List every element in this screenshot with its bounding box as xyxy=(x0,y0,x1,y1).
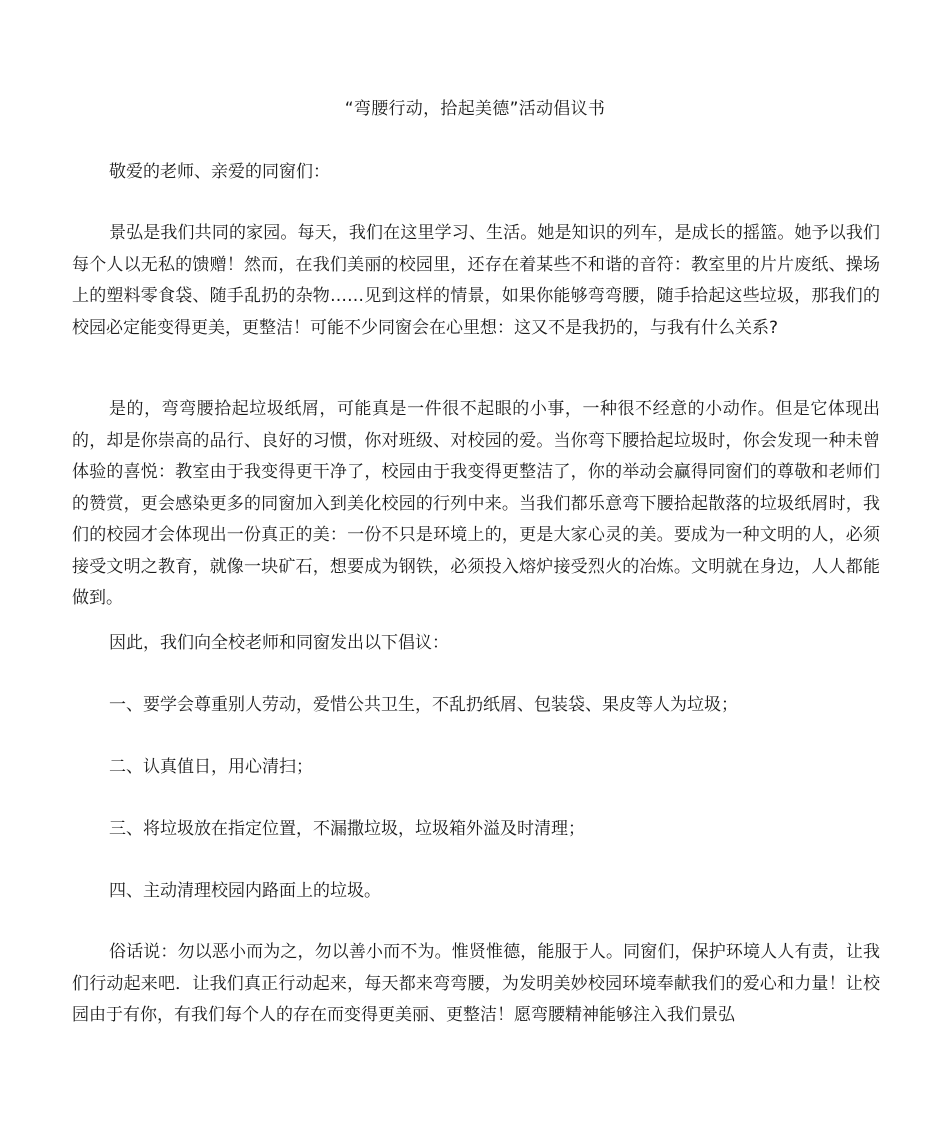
paragraph-body: 是的，弯弯腰拾起垃圾纸屑，可能真是一件很不起眼的小事，一种很不经意的小动作。但是它体现出的，却是你崇高的品行、良好的习惯，你对班级、对校园的爱。当你弯下腰拾起垃圾时，你会发现一种未曾体验的喜悦：教室由于我变得更干净了，校园由于我变得更整洁了，你的举动会赢得同窗们的尊敬和老师们的赞赏，更会感染更多的同窗加入到美化校园的行列中来。当我们都乐意弯下腰拾起散落的垃圾纸屑时，我们的校园才会体现出一份真正的美：一份不只是环境上的，更是大家心灵的美。要成为一种文明的人，必须接受文明之教育，就像一块矿石，想要成为钢铁，必须投入熔炉接受烈火的冶炼。文明就在身边，人人都能做到。 xyxy=(72,399,880,608)
closing-paragraph: 俗话说：勿以恶小而为之，勿以善小而不为。惟贤惟德，能服于人。同窗们，保护环境人人有责，让我们行动起来吧．让我们真正行动起来，每天都来弯弯腰，为发明美妙校园环境奉献我们的爱心和力量！让校园由于有你，有我们每个人的存在而变得更美丽、更整洁！愿弯腰精神能够注入我们景弘 xyxy=(72,942,880,1025)
proposal-item-2: 二、认真值日，用心清扫； xyxy=(109,757,313,777)
proposal-intro: 因此，我们向全校老师和同窗发出以下倡议： xyxy=(109,633,449,653)
proposal-item-4: 四、主动清理校园内路面上的垃圾。 xyxy=(109,881,381,901)
document-title: “弯腰行动，拾起美德”活动倡议书 xyxy=(344,99,606,119)
proposal-item-3: 三、将垃圾放在指定位置，不漏撒垃圾，垃圾箱外溢及时清理； xyxy=(109,819,585,839)
paragraph-intro: 景弘是我们共同的家园。每天，我们在这里学习、生活。她是知识的列车，是成长的摇篮。她予以我们每个人以无私的馈赠！然而，在我们美丽的校园里，还存在着某些不和谐的音符：教室里的片片废纸、操场上的塑料零食袋、随手乱扔的杂物……见到这样的情景，如果你能够弯弯腰，随手拾起这些垃圾，那我们的校园必定能变得更美，更整洁！可能不少同窗会在心里想：这又不是我扔的，与我有什么关系? xyxy=(72,223,880,338)
salutation: 敬爱的老师、亲爱的同窗们： xyxy=(109,162,330,182)
proposal-item-1: 一、要学会尊重别人劳动，爱惜公共卫生，不乱扔纸屑、包装袋、果皮等人为垃圾； xyxy=(109,695,738,715)
